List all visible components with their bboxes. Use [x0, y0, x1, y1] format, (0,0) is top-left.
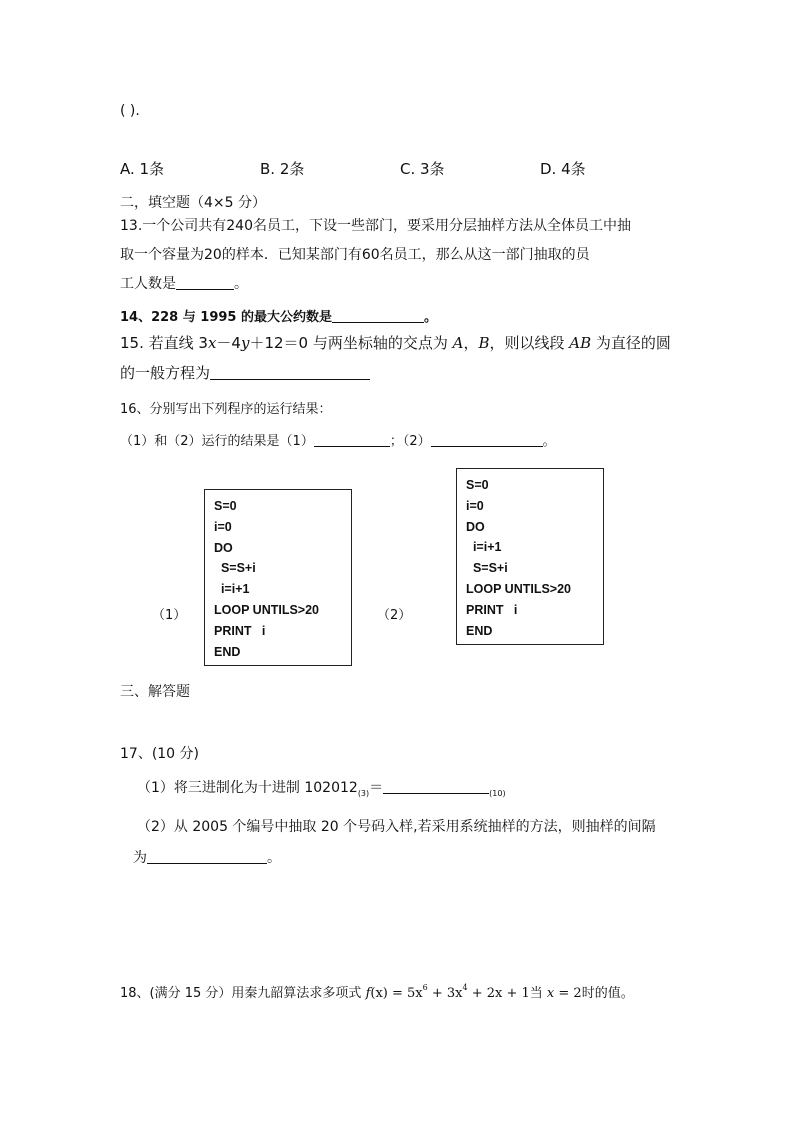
code-line: END [466, 623, 493, 638]
q15-text-6: 为直径的圆 [591, 334, 671, 352]
exponent-4: 4 [462, 983, 468, 992]
code-line: i=0 [214, 519, 232, 534]
option-d: D. 4条 [540, 160, 586, 178]
code-line: i=i+1 [214, 582, 250, 597]
question-18 [120, 978, 634, 1004]
q16-text-1: （1）和（2）运行的结果是（1） [120, 434, 314, 449]
code-line: S=S+i [466, 561, 508, 576]
q17-part-2-line-2-text: 为 [133, 850, 147, 866]
q15-text-4: ， [463, 334, 479, 352]
q17-answer-blank-1[interactable] [383, 779, 489, 794]
code-line: S=S+i [214, 561, 256, 576]
option-a: A. 1条 [120, 160, 165, 178]
q12-answer-paren: ( ). [120, 103, 140, 119]
q15-line-2 [120, 363, 370, 383]
q16-answer-blank-1[interactable] [314, 432, 390, 447]
q15-line-1 [120, 333, 671, 353]
func-arg: (x) [370, 986, 388, 1001]
q16-answer-line [120, 432, 556, 452]
code-line: LOOP UNTILS>20 [466, 581, 572, 596]
term-3x4: + 3x [427, 986, 463, 1001]
q15-line-2-text: 的一般方程为 [120, 364, 211, 382]
q17-title: 17、(10 分) [120, 746, 200, 762]
code-line: S=0 [214, 499, 237, 513]
code-line: DO [214, 540, 233, 555]
q18-when: 当 [529, 986, 547, 1001]
q15-text-2: －4 [216, 334, 241, 352]
section-2-title: 二，填空题（4×5 分） [120, 195, 266, 211]
code-line: END [214, 644, 241, 659]
code-line: PRINT i [466, 602, 518, 617]
code-line: i=i+1 [466, 540, 502, 555]
q16-title: 16、分别写出下列程序的运行结果： [120, 402, 332, 417]
exponent-6: 6 [422, 983, 428, 992]
q13-line-3 [120, 274, 248, 294]
program-2-box [456, 468, 604, 645]
q16-answer-blank-2[interactable] [431, 432, 543, 447]
q16-separator: ；（2） [389, 434, 431, 449]
q15-text-1: 15. 若直线 3 [120, 334, 208, 352]
program-1-label: （1） [152, 608, 187, 623]
q13-line-2: 取一个容量为20的样本．已知某部门有60名员工，那么从这一部门抽取的员 [120, 247, 590, 263]
code-line: LOOP UNTILS>20 [214, 602, 320, 617]
q13-line-3-text: 工人数是 [120, 276, 176, 292]
polynomial [365, 983, 530, 1001]
q18-suffix: 时的值。 [581, 986, 634, 1001]
q17-part-1 [137, 778, 506, 804]
code-line: DO [466, 519, 485, 534]
var-x: x [546, 986, 555, 1001]
q16-period: 。 [542, 434, 556, 449]
q15-var-x: x [207, 334, 217, 352]
base-10-subscript: (10) [489, 789, 506, 798]
q17-answer-blank-2[interactable] [147, 849, 267, 864]
equals-sign: ＝ [369, 780, 384, 796]
q15-var-ab: AB [569, 334, 592, 352]
q15-text-3: ＋12＝0 与两坐标轴的交点为 [249, 334, 453, 352]
code-line: PRINT i [214, 623, 266, 638]
question-14 [120, 308, 437, 328]
q18-text: 18、(满分 15 分）用秦九韶算法求多项式 [120, 986, 366, 1001]
q14-text: 14、228 与 1995 的最大公约数是 [120, 310, 332, 325]
x-value: = 2 [554, 986, 582, 1001]
option-c: C. 3条 [400, 160, 445, 178]
func-f: f [365, 986, 371, 1001]
option-b: B. 2条 [260, 160, 305, 178]
q13-answer-blank[interactable] [176, 275, 234, 290]
q14-answer-blank[interactable] [332, 308, 424, 323]
q15-var-a: A [452, 334, 464, 352]
q17-part-1-text: （1）将三进制化为十进制 102012 [137, 780, 358, 796]
q15-answer-blank[interactable] [210, 365, 370, 380]
program-2-label: （2） [377, 608, 412, 623]
term-5x6: = 5x [387, 986, 423, 1001]
q13-line-1: 13.一个公司共有240名员工，下设一些部门，要采用分层抽样方法从全体员工中抽 [120, 218, 631, 234]
q15-var-b: B [478, 334, 490, 352]
q15-text-5: ，则以线段 [489, 334, 570, 352]
base-3-subscript: (3) [357, 789, 370, 798]
section-3-title: 三、解答题 [120, 684, 190, 700]
program-1-box [204, 489, 352, 666]
q17-part-2-line-2 [133, 848, 281, 868]
q14-period: 。 [424, 310, 438, 325]
code-line: S=0 [466, 478, 489, 492]
q13-period: 。 [234, 276, 248, 292]
q17-part-2-line-1: （2）从 2005 个编号中抽取 20 个号码入样,若采用系统抽样的方法，则抽样的间隔 [137, 819, 656, 835]
term-rest: + 2x + 1 [467, 986, 530, 1001]
code-line: i=0 [466, 498, 484, 513]
q17-period: 。 [267, 850, 281, 866]
q15-var-y: y [240, 334, 250, 352]
